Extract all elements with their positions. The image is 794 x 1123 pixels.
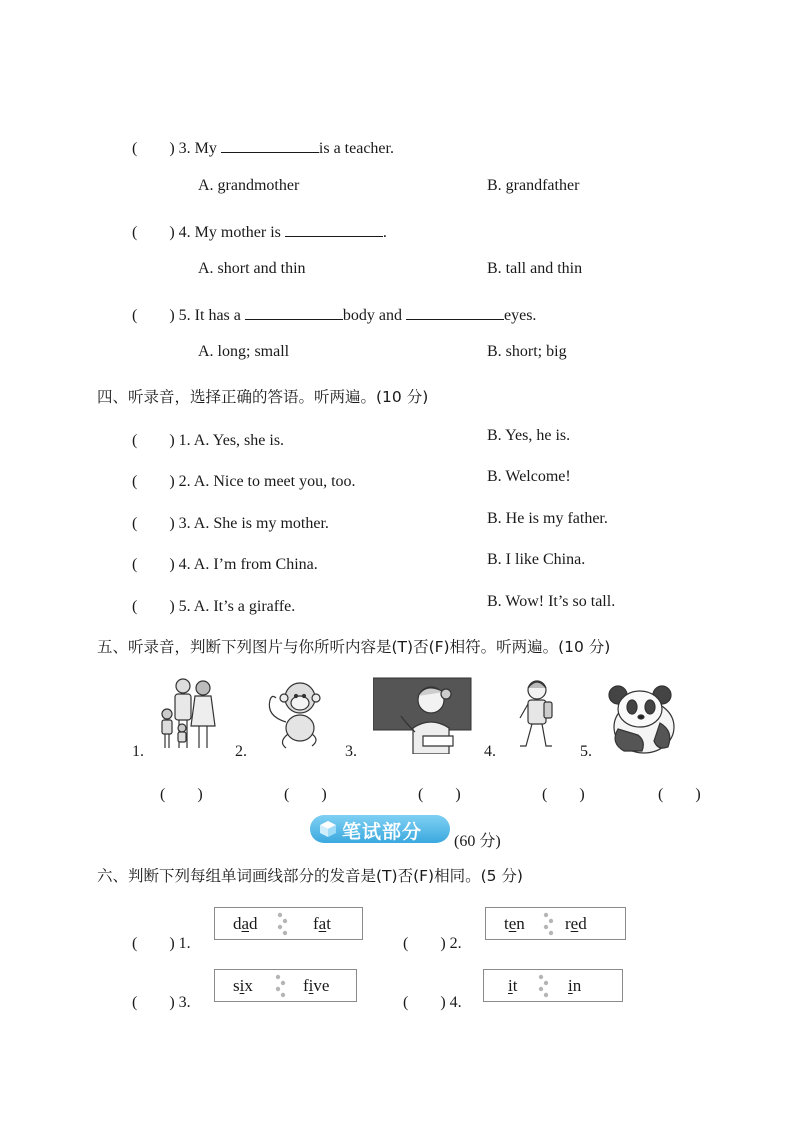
option-b[interactable]: B. He is my father. <box>487 510 608 527</box>
question-number: 4. <box>178 556 191 573</box>
word-1: six <box>233 976 253 995</box>
picture-number: 5. <box>580 743 592 760</box>
word-pair-box <box>485 907 626 940</box>
answer-paren[interactable]: ( ) <box>658 786 701 803</box>
option-b[interactable]: B. Welcome! <box>487 468 571 485</box>
option-a[interactable]: A. It’s a giraffe. <box>193 598 296 615</box>
s6-item-2 <box>403 930 462 953</box>
q3-line <box>132 135 394 158</box>
monkey-icon <box>262 678 332 752</box>
s6-item-1 <box>132 930 191 953</box>
word-2: five <box>303 976 330 995</box>
question-number: 4. <box>178 224 191 241</box>
s4-item-3 <box>132 510 329 533</box>
s6-item-4 <box>403 989 462 1012</box>
answer-paren[interactable]: ( ) <box>132 935 175 952</box>
fill-blank[interactable] <box>245 307 343 320</box>
option-b[interactable]: B. grandfather <box>487 177 580 194</box>
word-1: it <box>508 976 518 995</box>
boy-icon <box>515 678 559 756</box>
picture-number: 2. <box>235 743 247 760</box>
question-number: 4. <box>449 994 462 1011</box>
section6-heading: 六、判断下列每组单词画线部分的发音是(T)否(F)相同。(5 分) <box>97 867 523 885</box>
picture-number: 3. <box>345 743 357 760</box>
section4-heading: 四、听录音，选择正确的答语。听两遍。(10 分) <box>97 388 429 406</box>
question-number: 2. <box>178 473 191 490</box>
question-text: My <box>194 140 217 157</box>
answer-paren[interactable]: ( ) <box>132 307 175 324</box>
option-a[interactable]: A. grandmother <box>198 177 300 194</box>
answer-paren[interactable]: ( ) <box>542 786 585 803</box>
answer-paren[interactable]: ( ) <box>418 786 461 803</box>
question-text: is a teacher. <box>318 140 394 157</box>
question-text: eyes. <box>503 307 537 324</box>
section5-heading: 五、听录音，判断下列图片与你所听内容是(T)否(F)相符。听两遍。(10 分) <box>97 638 611 656</box>
question-text: body and <box>342 307 402 324</box>
written-part-score: (60 分) <box>454 833 501 850</box>
option-b[interactable]: B. Yes, he is. <box>487 427 571 444</box>
word-1: ten <box>504 914 525 933</box>
option-b[interactable]: B. tall and thin <box>487 260 583 277</box>
word-pair-box <box>214 907 363 940</box>
question-number: 5. <box>178 307 191 324</box>
option-a[interactable]: A. Nice to meet you, too. <box>193 473 356 490</box>
option-b[interactable]: B. I like China. <box>487 551 586 568</box>
answer-paren[interactable]: ( ) <box>132 140 175 157</box>
question-number: 1. <box>178 432 191 449</box>
banner-title: 笔试部分 <box>342 821 423 843</box>
fill-blank[interactable] <box>221 140 319 153</box>
answer-paren[interactable]: ( ) <box>132 432 175 449</box>
word-2: in <box>568 976 582 995</box>
answer-paren[interactable]: ( ) <box>132 994 175 1011</box>
s6-item-3 <box>132 989 191 1012</box>
answer-paren[interactable]: ( ) <box>132 556 175 573</box>
answer-paren[interactable]: ( ) <box>403 994 446 1011</box>
option-a[interactable]: A. long; small <box>198 343 290 360</box>
option-b[interactable]: B. short; big <box>487 343 567 360</box>
question-number: 3. <box>178 994 191 1011</box>
answer-paren[interactable]: ( ) <box>132 473 175 490</box>
option-a[interactable]: A. short and thin <box>198 260 306 277</box>
question-number: 5. <box>178 598 191 615</box>
s4-item-5 <box>132 593 295 616</box>
answer-paren[interactable]: ( ) <box>132 515 175 532</box>
s4-item-4 <box>132 551 318 574</box>
answer-paren[interactable]: ( ) <box>132 598 175 615</box>
q4-line <box>132 219 387 242</box>
question-text: . <box>382 224 387 241</box>
written-part-banner <box>310 815 450 843</box>
paw-prints-icon <box>275 910 291 938</box>
s4-item-1 <box>132 427 284 450</box>
option-a[interactable]: A. Yes, she is. <box>193 432 285 449</box>
option-b[interactable]: B. Wow! It’s so tall. <box>487 593 616 610</box>
paw-prints-icon <box>273 972 289 1000</box>
word-pair-box <box>483 969 623 1002</box>
word-2: fat <box>313 914 331 933</box>
question-number: 2. <box>449 935 462 952</box>
paw-prints-icon <box>536 972 552 1000</box>
answer-paren[interactable]: ( ) <box>284 786 327 803</box>
question-text: It has a <box>194 307 241 324</box>
question-number: 3. <box>178 140 191 157</box>
word-2: red <box>565 914 587 933</box>
family-icon <box>156 674 220 754</box>
s4-item-2 <box>132 468 356 491</box>
option-a[interactable]: A. She is my mother. <box>193 515 329 532</box>
fill-blank[interactable] <box>285 224 383 237</box>
q5-line <box>132 302 536 325</box>
teacher-icon <box>373 676 473 754</box>
question-text: My mother is <box>194 224 281 241</box>
picture-number: 4. <box>484 743 496 760</box>
word-pair-box <box>214 969 357 1002</box>
panda-icon <box>604 683 678 757</box>
answer-paren[interactable]: ( ) <box>160 786 203 803</box>
answer-paren[interactable]: ( ) <box>403 935 446 952</box>
fill-blank[interactable] <box>406 307 504 320</box>
answer-paren[interactable]: ( ) <box>132 224 175 241</box>
cube-icon <box>318 820 338 838</box>
word-1: dad <box>233 914 258 933</box>
option-a[interactable]: A. I’m from China. <box>193 556 318 573</box>
paw-prints-icon <box>541 910 557 938</box>
question-number: 3. <box>178 515 191 532</box>
question-number: 1. <box>178 935 191 952</box>
picture-number: 1. <box>132 743 144 760</box>
